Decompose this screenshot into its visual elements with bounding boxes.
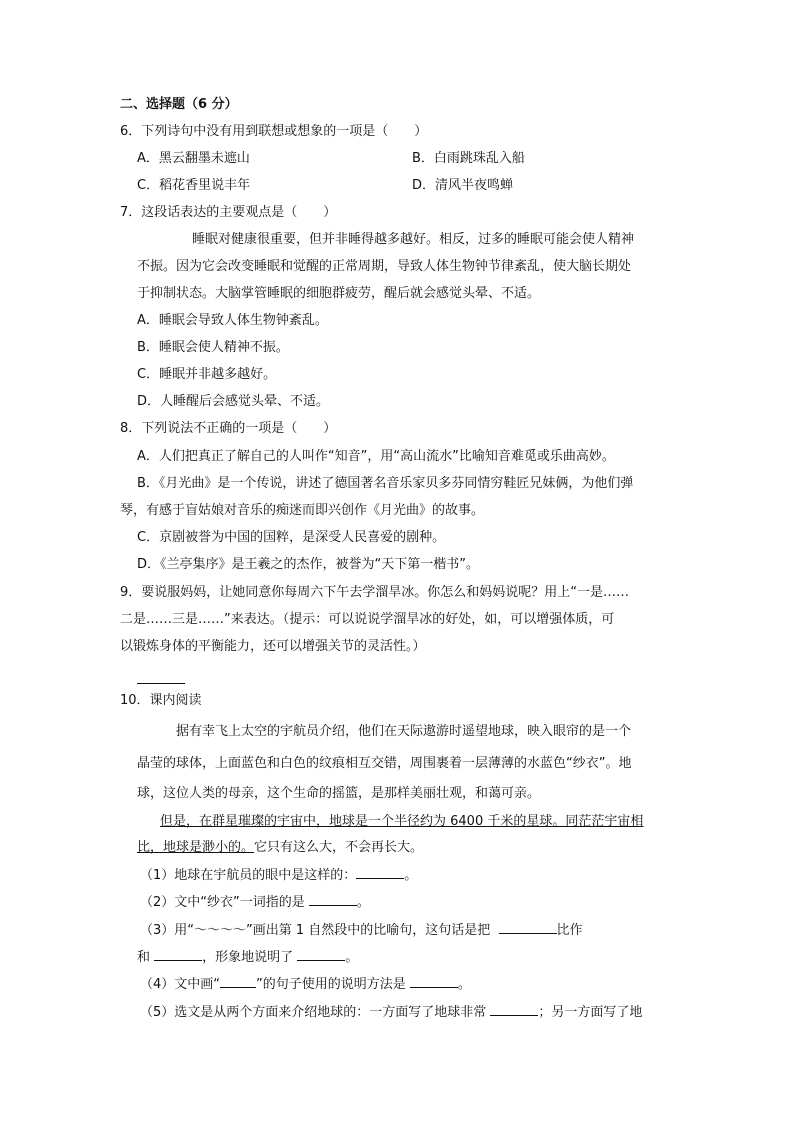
q9-line: 9．要说服妈妈，让她同意你每周六下午去学溜旱冰。你怎么和妈妈说呢？用上“一是…… xyxy=(120,585,630,600)
q7-option-c: C．睡眠并非越多越好。 xyxy=(137,367,277,382)
q6-stem: 6．下列诗句中没有用到联想或想象的一项是（ ） xyxy=(120,124,428,139)
q7-option-a: A．睡眠会导致人体生物钟紊乱。 xyxy=(137,313,328,328)
q9-line: 以锻炼身体的平衡能力，还可以增强关节的灵活性。） xyxy=(120,639,426,654)
q10-sub4-end: 。 xyxy=(457,977,471,992)
q6-option-d: D．清风半夜鸣蝉 xyxy=(412,178,514,193)
q7-stem: 7．这段话表达的主要观点是（ ） xyxy=(120,205,337,220)
q8-option-b: B．《月光曲》是一个传说，讲述了德国著名音乐家贝多芬同情穷鞋匠兄妹俩，为他们弹 xyxy=(137,476,634,491)
q10-sub3-text-4: ，形象地说明了 xyxy=(202,950,294,965)
q7-passage-line: 不振。因为它会改变睡眠和觉醒的正常周期，导致人体生物钟节律紊乱，使大脑长期处 xyxy=(137,259,632,274)
q10-sub5-text: （5）选文是从两个方面来介绍地球的：一方面写了地球非常 xyxy=(140,1005,487,1020)
q10-para2-line xyxy=(137,839,423,857)
q7-passage-line: 睡眠对健康很重要，但并非睡得越多越好。相反，过多的睡眠可能会使人精神 xyxy=(192,232,635,247)
q10-sub3-blank-2[interactable] xyxy=(154,948,202,961)
q10-sub2-end: 。 xyxy=(356,895,370,910)
q10-title: 10．课内阅读 xyxy=(120,693,202,708)
q8-option-b-cont: 琴，有感于盲姑娘对音乐的痴迷而即兴创作《月光曲》的故事。 xyxy=(120,503,485,518)
q10-sub1-text: （1）地球在宇航员的眼中是这样的： xyxy=(140,868,357,883)
q8-stem: 8．下列说法不正确的一项是（ ） xyxy=(120,421,337,436)
q9-line: 二是……三是……”来表达。（提示：可以说说学溜旱冰的好处，如，可以增强体质，可 xyxy=(120,612,615,627)
q10-sub1-blank[interactable] xyxy=(356,866,404,879)
q10-sub4-text-2: ”的句子使用的说明方法是 xyxy=(256,977,406,992)
q7-option-b: B．睡眠会使人精神不振。 xyxy=(137,340,289,355)
q6-option-a: A．黑云翻墨未遮山 xyxy=(137,151,250,166)
q10-para1-line: 球，这位人类的母亲，这个生命的摇篮，是那样美丽壮观，和蔼可亲。 xyxy=(137,786,541,801)
q10-sub4 xyxy=(140,975,471,994)
q10-sub4-blank[interactable] xyxy=(410,975,458,988)
q10-para1-line: 据有幸飞上太空的宇航员介绍，他们在天际遨游时遥望地球，映入眼帘的是一个 xyxy=(176,724,632,739)
q7-passage-line: 于抑制状态。大脑掌管睡眠的细胞群疲劳，醒后就会感觉头晕、不适。 xyxy=(137,286,541,301)
q10-sub5-text-2: ；另一方面写了地 xyxy=(538,1005,643,1020)
q10-para1-line: 晶莹的球体，上面蓝色和白色的纹痕相互交错，周围裹着一层薄薄的水蓝色“纱衣”。地 xyxy=(137,756,632,771)
q8-option-a: A．人们把真正了解自己的人叫作“知音”，用“高山流水”比喻知音难觅或乐曲高妙。 xyxy=(137,449,615,464)
q10-para2-rest: 它只有这么大，不会再长大。 xyxy=(254,840,424,855)
q10-sub3-text-2: 比作 xyxy=(556,923,583,938)
q10-sub3-cont xyxy=(137,948,358,967)
q8-option-c: C．京剧被誉为中国的国粹，是深受人民喜爱的剧种。 xyxy=(137,530,446,545)
q10-sub3 xyxy=(140,921,583,940)
q10-sub2-text: （2）文中“纱衣”一词指的是 xyxy=(140,895,305,910)
q10-sub4-underline-sample xyxy=(220,975,256,988)
q10-sub2 xyxy=(140,893,370,912)
q10-sub1-end: 。 xyxy=(404,868,418,883)
q8-option-d: D．《兰亭集序》是王羲之的杰作，被誉为“天下第一楷书”。 xyxy=(137,557,479,572)
q10-sub5 xyxy=(140,1003,642,1022)
q10-sub4-text: （4）文中画“ xyxy=(140,977,221,992)
q7-option-d: D．人睡醒后会感觉头晕、不适。 xyxy=(137,394,330,409)
q6-option-b: B．白雨跳珠乱入船 xyxy=(412,151,525,166)
q10-sub3-blank-1[interactable] xyxy=(499,921,557,934)
q10-sub3-blank-3[interactable] xyxy=(297,948,345,961)
q10-sub2-blank[interactable] xyxy=(309,893,357,906)
q10-para2-underlined: 但是，在群星璀璨的宇宙中，地球是一个半径约为 6400 千米的星球。同茫茫宇宙相 xyxy=(160,814,644,829)
q9-answer-blank[interactable] xyxy=(137,683,185,684)
q10-sub1 xyxy=(140,866,417,885)
q10-para2-underlined: 比，地球是渺小的。 xyxy=(137,840,255,855)
q6-option-c: C．稻花香里说丰年 xyxy=(137,178,251,193)
q10-sub3-end: 。 xyxy=(345,950,359,965)
q10-sub3-text: （3）用“～～～～”画出第 1 自然段中的比喻句，这句话是把 xyxy=(140,923,491,938)
section-title: 二、选择题（6 分） xyxy=(120,97,238,112)
q10-sub3-text-3: 和 xyxy=(137,950,151,965)
q10-sub5-blank[interactable] xyxy=(490,1003,538,1016)
